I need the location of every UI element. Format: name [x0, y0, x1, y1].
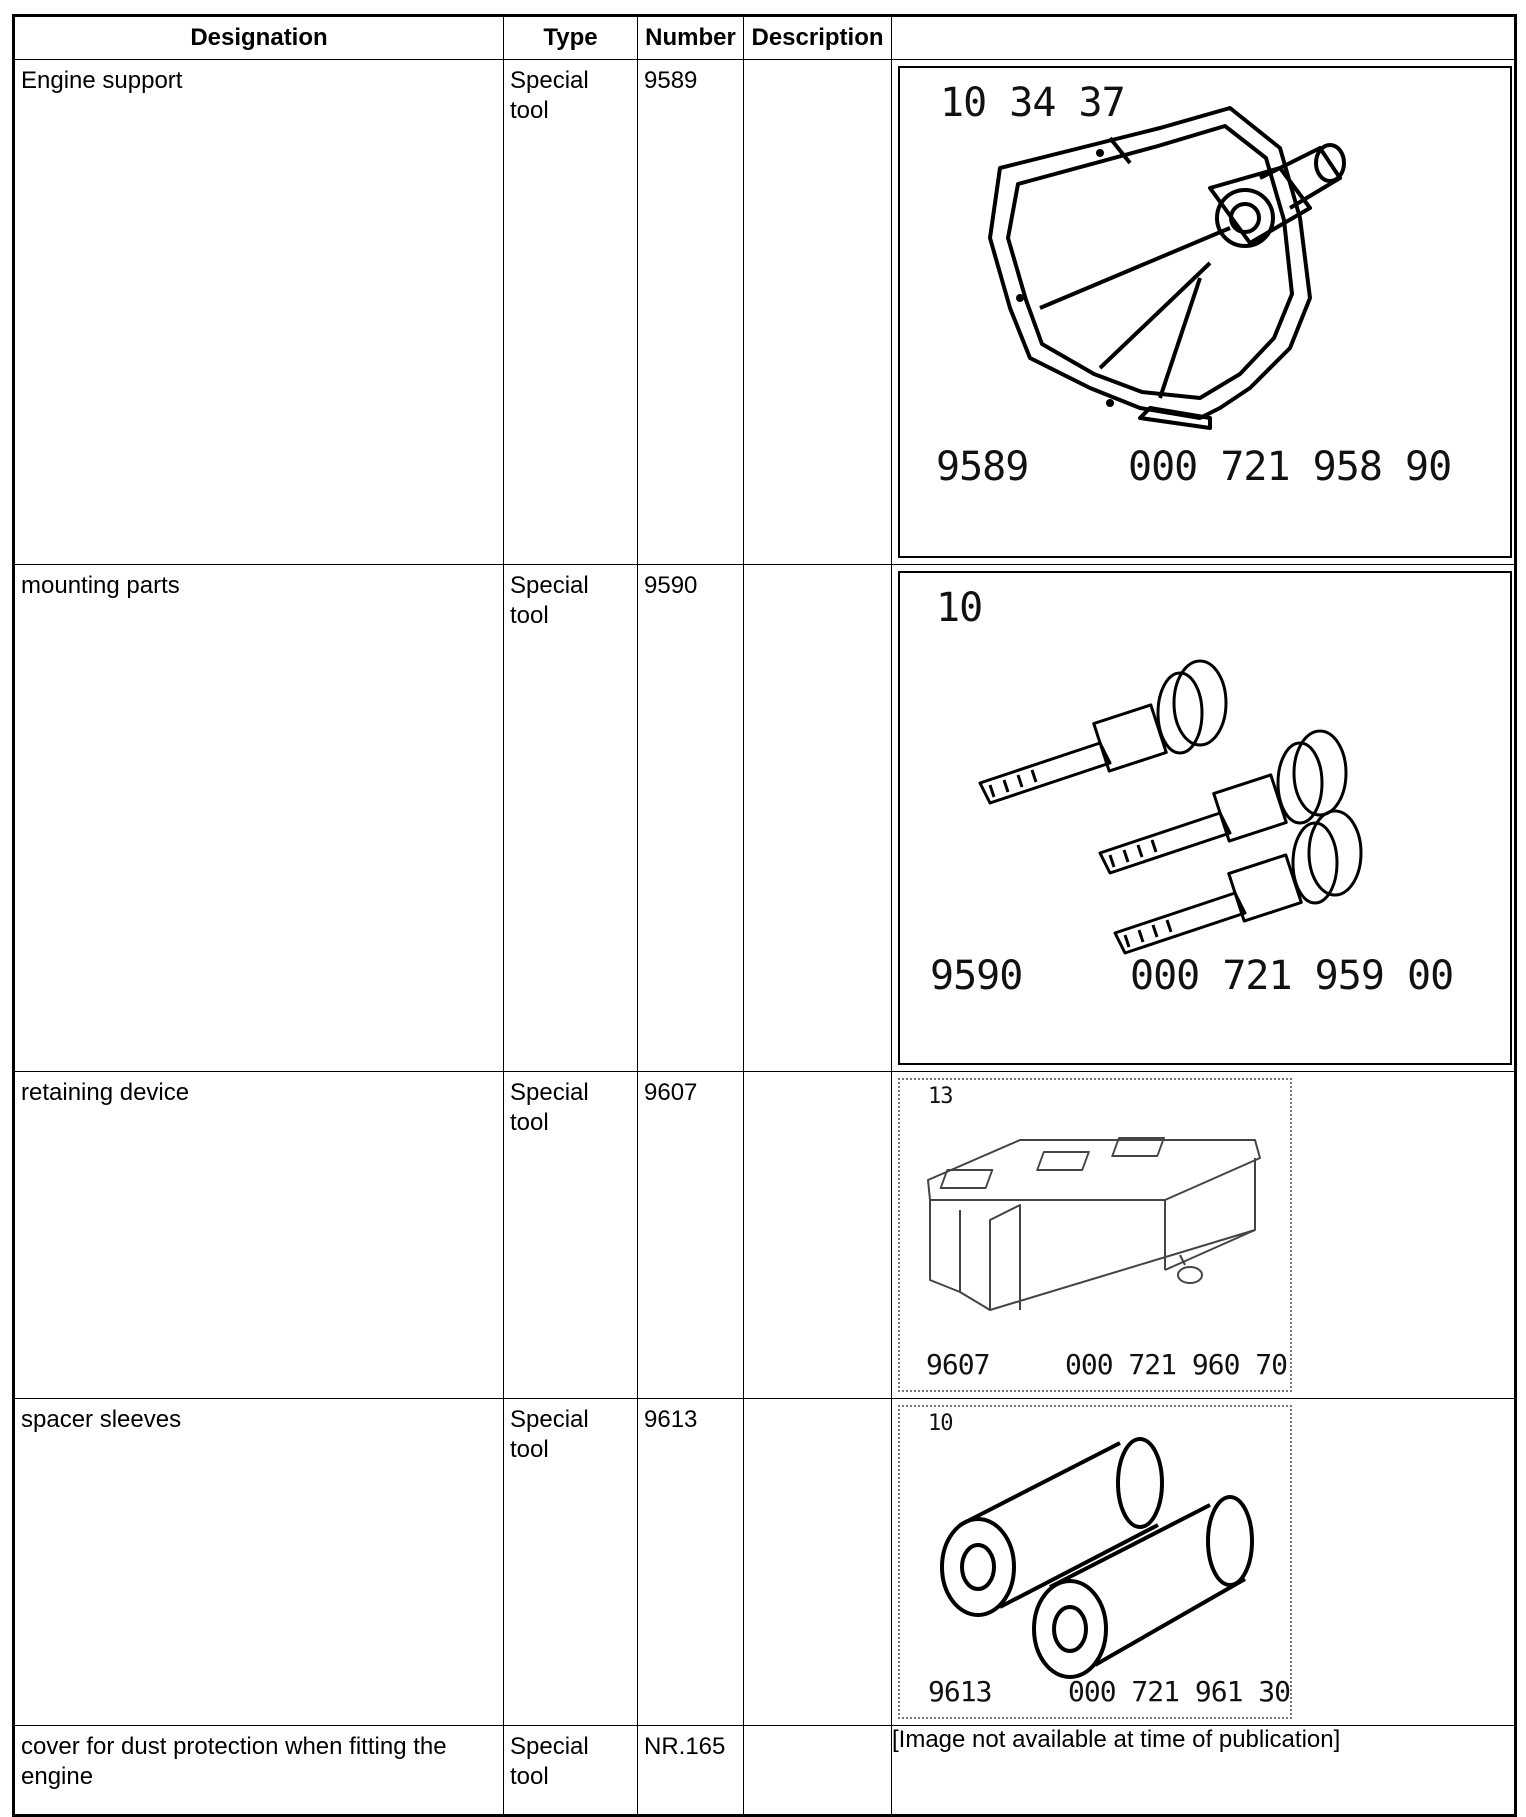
table-row — [14, 1726, 1516, 1816]
header-image — [892, 16, 1516, 60]
number-cell: 9613 — [638, 1399, 744, 1726]
part-number-label: 000 721 961 30 — [1068, 1675, 1291, 1708]
group-number-label: 10 — [928, 1411, 953, 1436]
description-cell — [744, 565, 892, 1072]
type-cell: Special tool — [504, 60, 638, 565]
header-type: Type — [504, 16, 638, 60]
header-row — [14, 16, 1516, 60]
tool-number-label: 9589 — [936, 444, 1029, 490]
tool-number-label: 9607 — [926, 1348, 990, 1381]
tool-number-label: 9590 — [930, 953, 1023, 999]
designation-cell: Engine support — [14, 60, 504, 565]
spacer-sleeves-drawing — [900, 1407, 1290, 1717]
retaining-device-drawing — [900, 1080, 1290, 1390]
tool-illustration — [898, 571, 1512, 1065]
number-cell: 9589 — [638, 60, 744, 565]
number-cell: NR.165 — [638, 1726, 744, 1816]
table-row — [14, 1072, 1516, 1399]
number-cell: 9590 — [638, 565, 744, 1072]
tool-illustration — [898, 66, 1512, 558]
image-cell — [892, 1399, 1516, 1726]
type-cell: Special tool — [504, 1399, 638, 1726]
part-number-label: 000 721 960 70 — [1065, 1348, 1288, 1381]
tool-illustration — [898, 1405, 1292, 1719]
tool-illustration — [898, 1078, 1292, 1392]
designation-cell: cover for dust protection when fitting the engine — [14, 1726, 504, 1816]
description-cell — [744, 1072, 892, 1399]
group-number-label: 10 34 37 — [940, 80, 1125, 126]
special-tools-table — [12, 14, 1517, 1817]
group-number-label: 13 — [928, 1084, 953, 1109]
header-description: Description — [744, 16, 892, 60]
table-row — [14, 565, 1516, 1072]
tool-number-label: 9613 — [928, 1675, 992, 1708]
designation-cell: retaining device — [14, 1072, 504, 1399]
part-number-label: 000 721 958 90 — [1128, 444, 1452, 490]
designation-cell: mounting parts — [14, 565, 504, 1072]
description-cell — [744, 1726, 892, 1816]
table-row — [14, 1399, 1516, 1726]
image-unavailable-text: [Image not available at time of publication] — [892, 1726, 1516, 1816]
header-number: Number — [638, 16, 744, 60]
group-number-label: 10 — [936, 585, 983, 631]
type-cell: Special tool — [504, 1726, 638, 1816]
type-cell: Special tool — [504, 565, 638, 1072]
type-cell: Special tool — [504, 1072, 638, 1399]
image-cell — [892, 565, 1516, 1072]
description-cell — [744, 1399, 892, 1726]
table-row — [14, 60, 1516, 565]
image-cell — [892, 60, 1516, 565]
number-cell: 9607 — [638, 1072, 744, 1399]
part-number-label: 000 721 959 00 — [1130, 953, 1454, 999]
image-cell — [892, 1072, 1516, 1399]
description-cell — [744, 60, 892, 565]
header-designation: Designation — [14, 16, 504, 60]
designation-cell: spacer sleeves — [14, 1399, 504, 1726]
